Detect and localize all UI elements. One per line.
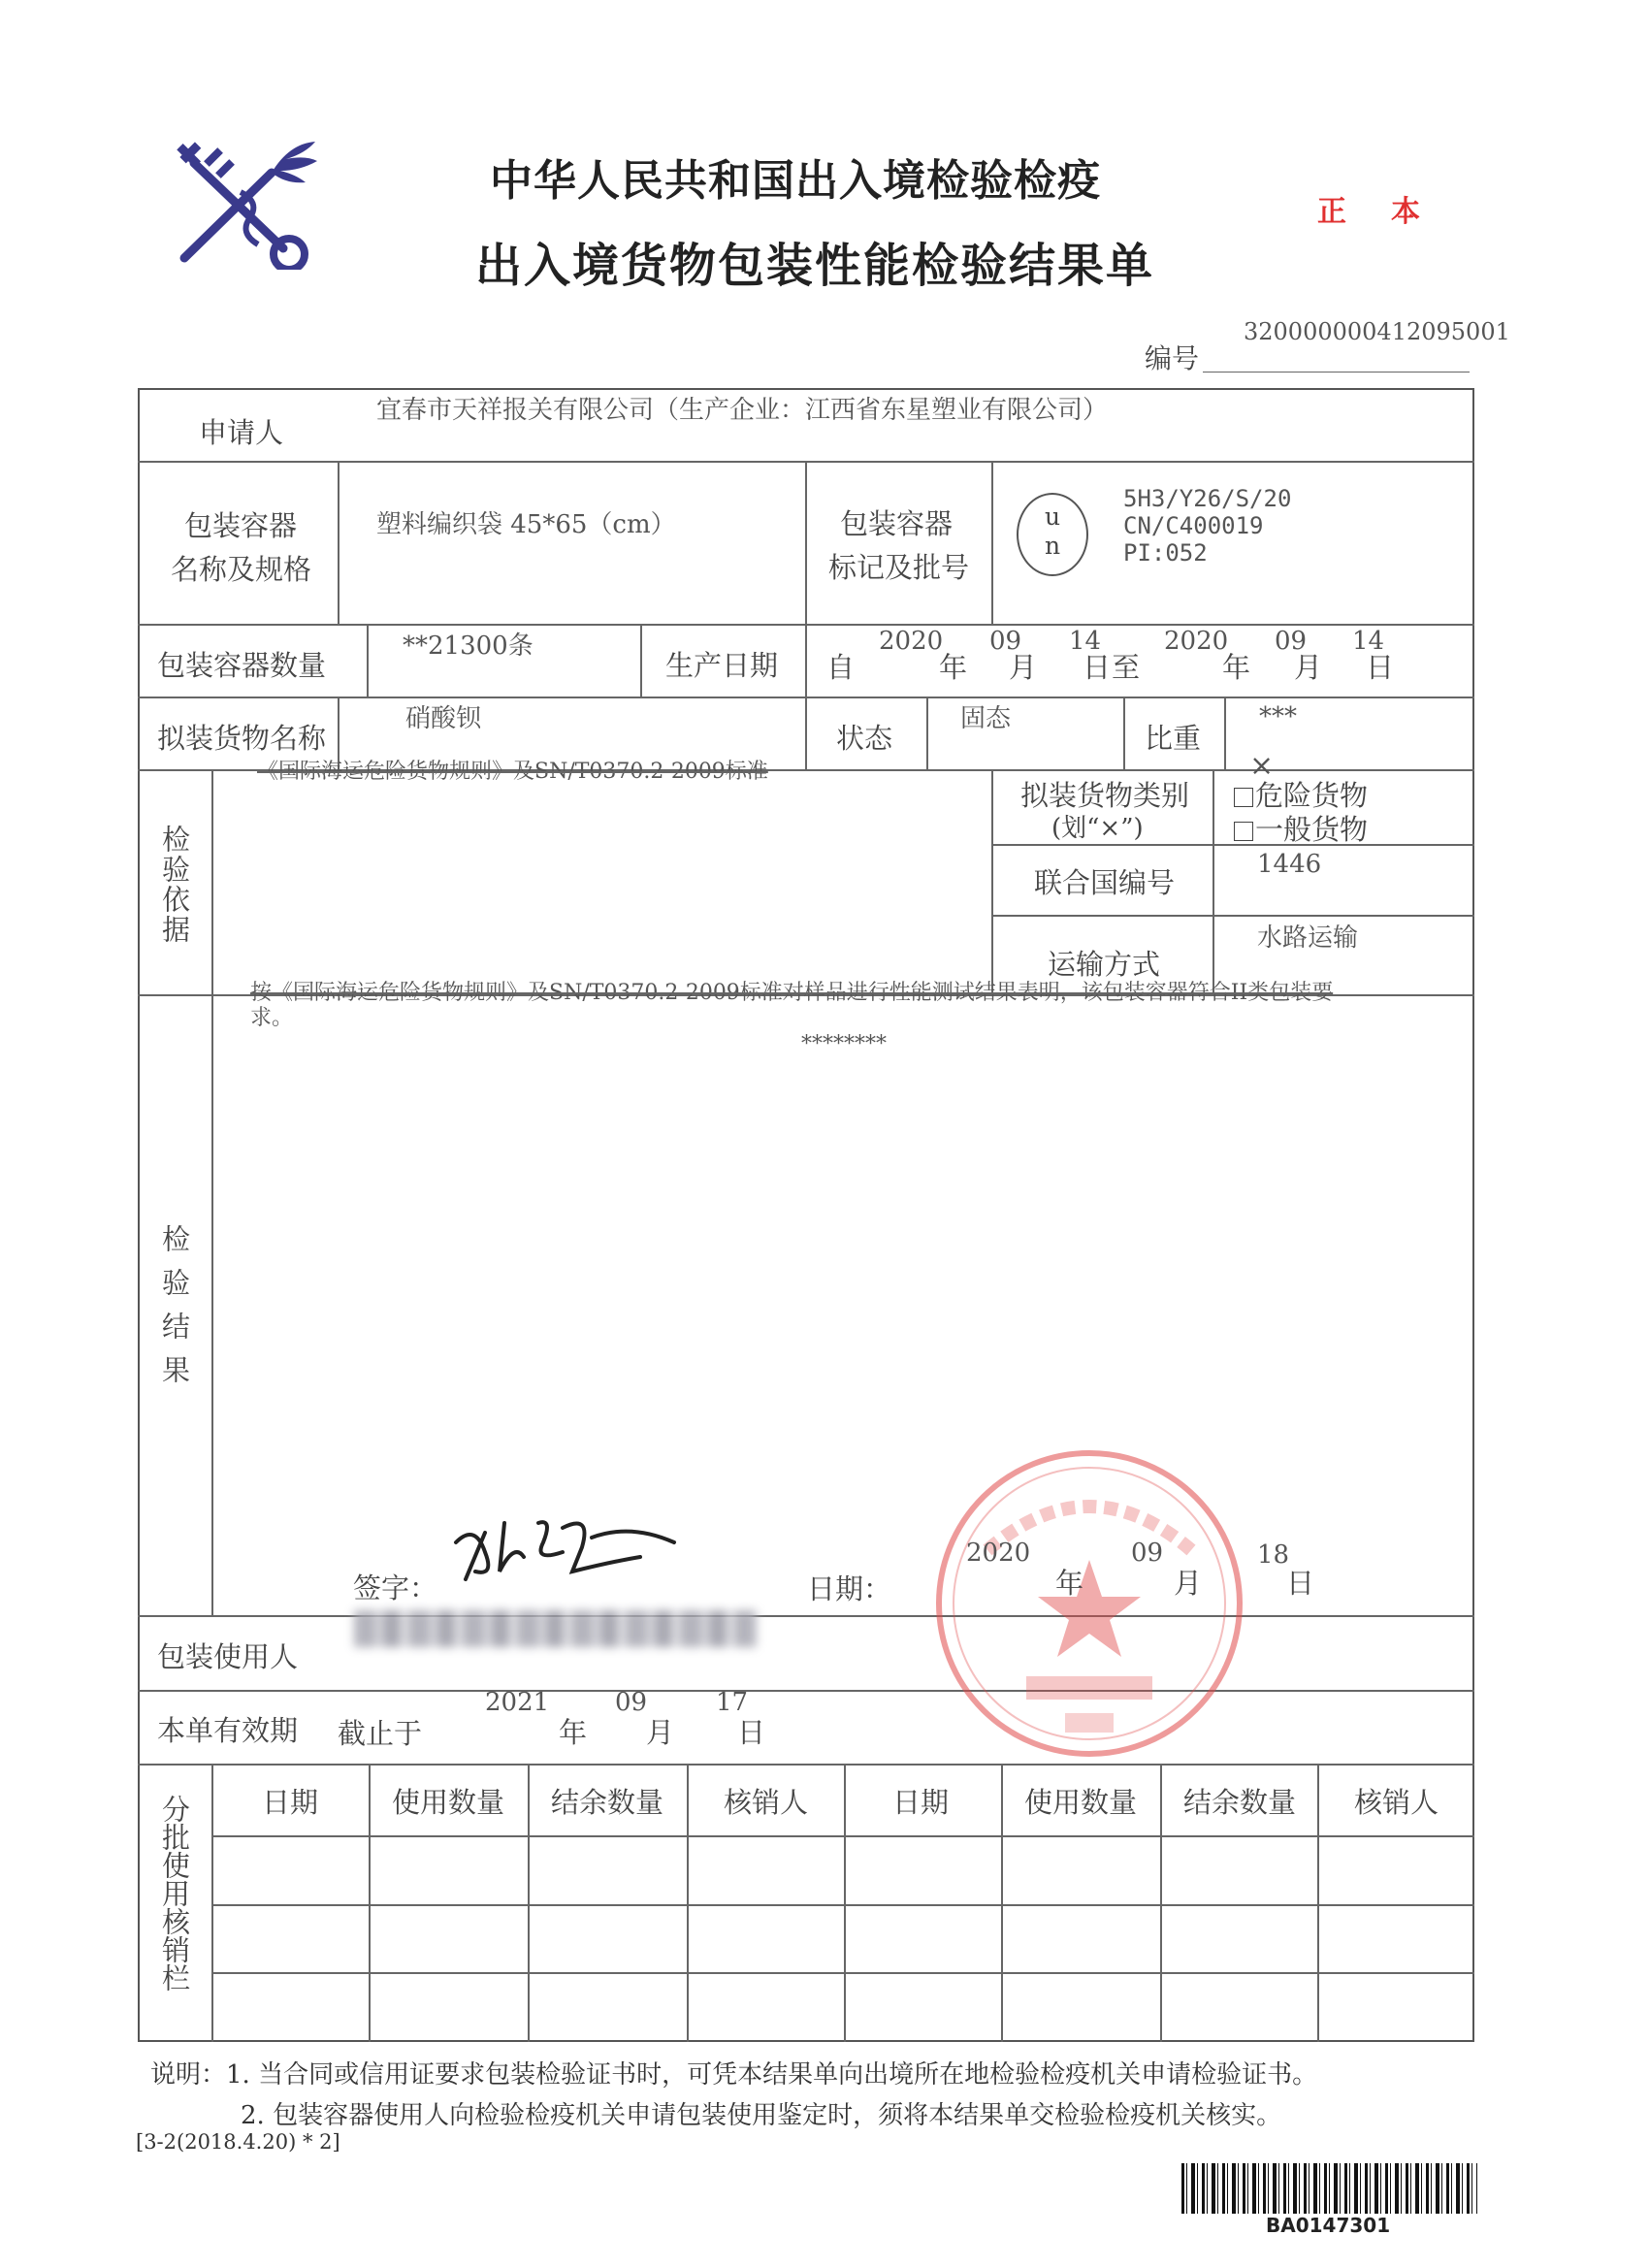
month-unit: 月	[1174, 1567, 1203, 1600]
column-divider	[640, 624, 642, 697]
batch-header-date: 日期	[892, 1786, 950, 1819]
category-x-mark: ×	[1249, 749, 1275, 783]
container-mark-label-2: 标记及批号	[828, 551, 970, 584]
goods-name-label: 拟装货物名称	[157, 722, 327, 755]
column-divider	[528, 1764, 530, 2042]
category-label-2: (划“×”)	[1051, 814, 1144, 843]
result-label-text: 检验结果	[158, 1224, 191, 1399]
row-divider	[211, 1972, 1474, 1974]
column-divider	[1317, 1764, 1319, 2042]
basis-label-text: 检验依据	[158, 825, 191, 945]
un-number-label: 联合国编号	[1034, 866, 1176, 899]
form-code: [3-2(2018.4.20) * 2]	[136, 2130, 340, 2154]
note-line2: 2. 包装容器使用人向检验检疫机关申请包装使用鉴定时，须将本结果单交检验检疫机关核实。	[241, 2101, 1282, 2130]
year-unit: 年	[939, 651, 968, 684]
result-day: 18	[1257, 1540, 1290, 1570]
column-divider	[805, 624, 807, 697]
document-title-line1: 中华人民共和国出入境检验检疫	[490, 156, 1101, 206]
column-divider	[844, 1764, 846, 2042]
validity-prefix: 截止于	[338, 1717, 423, 1750]
sign-label: 签字：	[353, 1571, 438, 1604]
package-user-redacted	[354, 1610, 757, 1647]
quantity-value: **21300条	[403, 632, 534, 661]
basis-label	[157, 825, 191, 953]
batch-header-used-quantity: 使用数量	[1024, 1786, 1138, 1819]
production-from-month: 09	[989, 627, 1022, 656]
column-divider	[211, 1764, 213, 2042]
production-to-year: 2020	[1164, 627, 1229, 656]
row-divider	[991, 915, 1474, 917]
result-label	[157, 1224, 191, 1407]
quantity-label: 包装容器数量	[157, 649, 327, 682]
transport-label: 运输方式	[1048, 948, 1161, 981]
barcode	[1181, 2163, 1477, 2214]
un-symbol-u: u	[1044, 502, 1061, 531]
production-date-label: 生产日期	[665, 649, 779, 682]
package-user-label: 包装使用人	[157, 1640, 299, 1673]
un-packaging-symbol	[1017, 493, 1088, 576]
production-from-year: 2020	[879, 627, 944, 656]
batch-header-date: 日期	[262, 1786, 319, 1819]
category-label-1: 拟装货物类别	[1020, 779, 1190, 812]
state-value: 固态	[960, 704, 1012, 733]
batch-header-used-quantity: 使用数量	[392, 1786, 505, 1819]
un-symbol-n: n	[1044, 532, 1061, 560]
result-month: 09	[1131, 1539, 1164, 1568]
general-checkbox	[1234, 822, 1253, 841]
result-year: 2020	[966, 1539, 1031, 1568]
column-divider	[1123, 697, 1125, 769]
category-general-text: 一般货物	[1255, 813, 1369, 846]
container-mark-line1: 5H3/Y26/S/20	[1123, 485, 1292, 512]
batch-header-remaining-quantity: 结余数量	[1183, 1786, 1297, 1819]
result-text-line1: 按《国际海运危险货物规则》及SN/T0370.2-2009标准对样品进行性能测试结果表明，该包装容器符合II类包装要	[250, 981, 1334, 1005]
note-line1: 说明：1. 当合同或信用证要求包装检验证书时，可凭本结果单向出境所在地检验检疫机关申请检验证书。	[150, 2060, 1318, 2090]
day-unit: 日	[1083, 651, 1112, 684]
applicant-value: 宜春市天祥报关有限公司（生产企业：江西省东星塑业有限公司）	[376, 396, 1109, 425]
original-copy-mark: 正本	[1317, 195, 1465, 229]
day-unit: 日	[1366, 651, 1395, 684]
validity-month: 09	[615, 1688, 648, 1717]
container-name-value: 塑料编织袋 45*65（cm）	[376, 510, 676, 539]
month-unit: 月	[1294, 651, 1323, 684]
production-to-day: 14	[1352, 627, 1385, 656]
dangerous-checkbox	[1234, 788, 1253, 807]
batch-header-verifier: 核销人	[724, 1786, 809, 1819]
row-divider	[138, 1615, 1474, 1617]
row-divider	[211, 1835, 1474, 1837]
validity-year: 2021	[485, 1688, 550, 1717]
official-red-stamp	[929, 1443, 1249, 1764]
container-mark-line3: PI:052	[1123, 539, 1208, 567]
column-divider	[926, 697, 928, 769]
result-stars: ********	[801, 1032, 887, 1056]
serial-number: 320000000412095001	[1244, 318, 1510, 345]
production-date-to: 至	[1112, 651, 1141, 684]
year-unit: 年	[1055, 1567, 1084, 1600]
month-unit: 月	[1009, 651, 1038, 684]
row-divider	[138, 1764, 1474, 1766]
handwritten-signature	[446, 1504, 684, 1586]
row-divider	[211, 1904, 1474, 1906]
container-name-label-1: 包装容器	[184, 509, 298, 542]
barcode-number: BA0147301	[1266, 2214, 1391, 2237]
serial-label: 编号	[1145, 342, 1200, 374]
date-label: 日期：	[807, 1572, 892, 1605]
column-divider	[369, 1764, 371, 2042]
row-divider	[138, 1690, 1474, 1692]
validity-label: 本单有效期	[157, 1714, 299, 1747]
category-dangerous-text: 危险货物	[1255, 779, 1369, 812]
production-from-day: 14	[1069, 627, 1102, 656]
column-divider	[1212, 769, 1214, 994]
container-mark-label-1: 包装容器	[840, 507, 954, 540]
category-general-option	[1234, 808, 1368, 848]
column-divider	[338, 461, 340, 624]
column-divider	[211, 769, 213, 1615]
column-divider	[367, 624, 369, 697]
state-label: 状态	[836, 722, 893, 755]
column-divider	[1160, 1764, 1162, 2042]
column-divider	[991, 769, 993, 994]
basis-text: 《国际海运危险货物规则》及SN/T0370.2-2009标准	[257, 760, 768, 784]
year-unit: 年	[559, 1716, 588, 1749]
serial-underline	[1203, 372, 1470, 373]
row-divider	[991, 844, 1474, 846]
ciq-emblem-logo	[165, 134, 320, 270]
day-unit: 日	[737, 1716, 766, 1749]
goods-name-value: 硝酸钡	[405, 704, 482, 733]
document-title-line2: 出入境货物包装性能检验结果单	[475, 239, 1155, 293]
month-unit: 月	[646, 1716, 675, 1749]
container-name-label-2: 名称及规格	[171, 553, 312, 586]
batch-header-verifier: 核销人	[1354, 1786, 1439, 1819]
column-divider	[687, 1764, 689, 2042]
column-divider	[991, 461, 993, 624]
column-divider	[1224, 697, 1226, 769]
column-divider	[805, 461, 807, 624]
result-text-line2: 求。	[250, 1006, 294, 1030]
applicant-label: 申请人	[199, 416, 284, 449]
container-mark-line2: CN/C400019	[1123, 512, 1264, 539]
validity-day: 17	[716, 1688, 749, 1717]
column-divider	[805, 697, 807, 769]
batch-label	[157, 1795, 191, 1999]
gravity-label: 比重	[1145, 722, 1202, 755]
column-divider	[1001, 1764, 1003, 2042]
production-to-month: 09	[1275, 627, 1308, 656]
transport-value: 水路运输	[1257, 923, 1359, 953]
un-number-value: 1446	[1257, 850, 1322, 879]
year-unit: 年	[1222, 651, 1251, 684]
day-unit: 日	[1286, 1567, 1315, 1600]
batch-header-remaining-quantity: 结余数量	[551, 1786, 664, 1819]
production-date-from: 自	[826, 651, 856, 684]
batch-label-text: 分批使用核销栏	[158, 1795, 191, 1992]
gravity-value: ***	[1259, 702, 1297, 731]
